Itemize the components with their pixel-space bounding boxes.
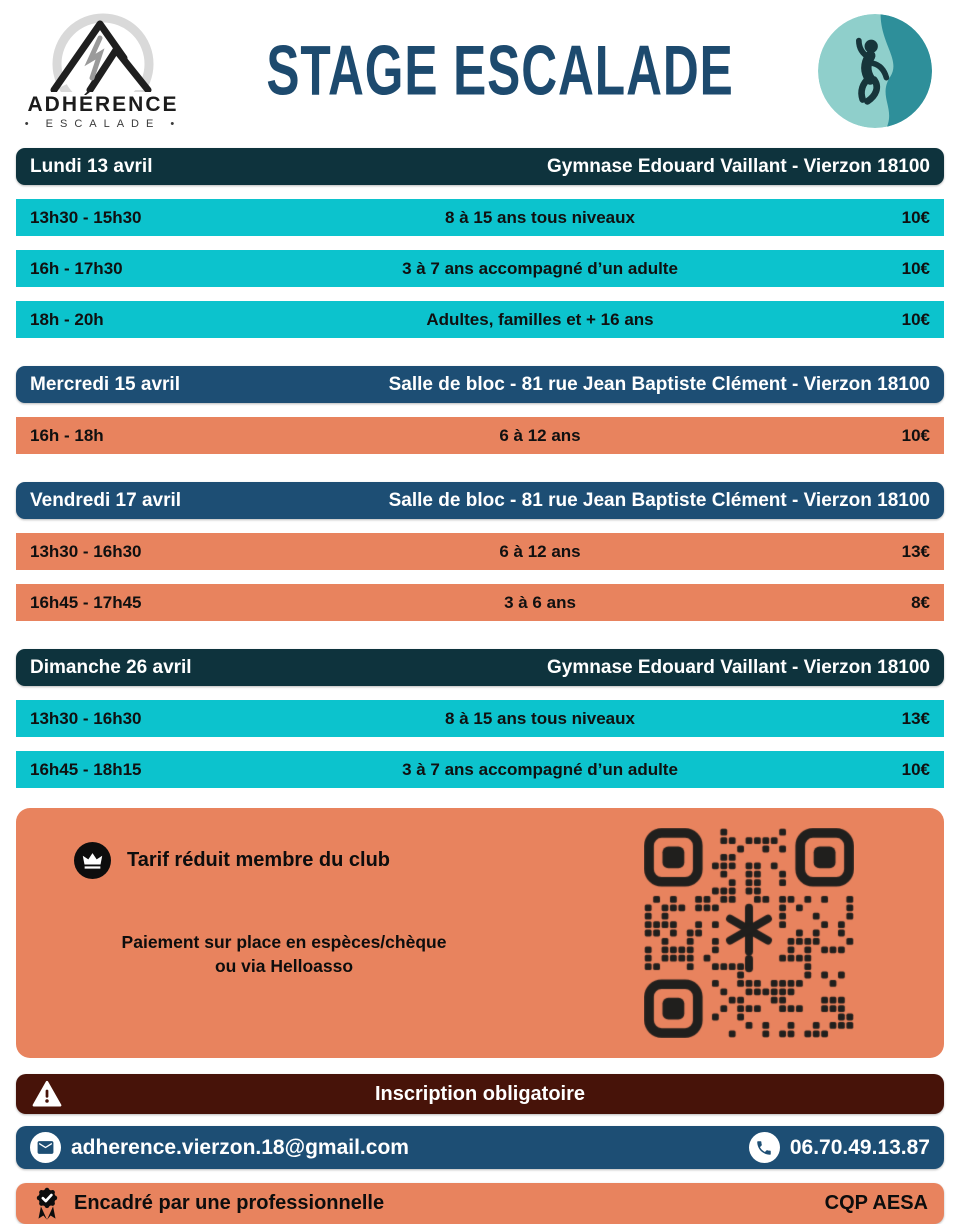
crown-icon xyxy=(74,842,111,879)
professional-line xyxy=(32,1187,384,1221)
envelope-icon xyxy=(30,1132,61,1163)
member-discount-line xyxy=(74,842,644,879)
section-date: Dimanche 26 avril xyxy=(30,656,192,678)
qr-zone xyxy=(644,808,944,1058)
row-time: 16h - 17h30 xyxy=(30,258,123,278)
section-dimanche xyxy=(16,649,944,788)
row-price: 8€ xyxy=(911,592,930,612)
schedule-row xyxy=(16,700,944,737)
section-mercredi xyxy=(16,366,944,454)
phone-number: 06.70.49.13.87 xyxy=(789,1135,930,1159)
email-contact[interactable] xyxy=(30,1132,409,1163)
payment-note: Paiement sur place en espèces/chèque ou via Helloasso xyxy=(121,932,447,976)
professional-label: Encadré par une professionnelle xyxy=(74,1192,385,1214)
section-date: Mercredi 15 avril xyxy=(30,373,180,395)
row-description: 3 à 7 ans accompagné d’un adulte xyxy=(402,258,678,278)
row-time: 16h45 - 17h45 xyxy=(30,592,142,612)
schedule-row xyxy=(16,533,944,570)
row-time: 13h30 - 16h30 xyxy=(30,708,142,728)
schedule-row xyxy=(16,199,944,236)
row-time: 16h - 18h xyxy=(30,425,104,445)
section-location: Salle de bloc - 81 rue Jean Baptiste Clément - Vierzon 18100 xyxy=(388,373,930,395)
phone-icon xyxy=(749,1132,780,1163)
svg-text:ADHÉRENCE: ADHÉRENCE xyxy=(27,92,179,116)
section-location: Salle de bloc - 81 rue Jean Baptiste Clément - Vierzon 18100 xyxy=(388,489,930,511)
row-description: 3 à 6 ans xyxy=(504,592,576,612)
row-description: 6 à 12 ans xyxy=(499,541,581,561)
schedule-row xyxy=(16,417,944,454)
row-description: 8 à 15 ans tous niveaux xyxy=(445,708,635,728)
schedule xyxy=(0,148,960,1224)
row-time: 13h30 - 15h30 xyxy=(30,207,142,227)
section-date: Lundi 13 avril xyxy=(30,155,153,177)
header xyxy=(0,0,960,142)
info-panel-text xyxy=(16,808,644,1058)
svg-text:• ESCALADE •: • ESCALADE • xyxy=(24,117,182,130)
section-header xyxy=(16,482,944,519)
row-description: 6 à 12 ans xyxy=(499,425,581,445)
info-panel xyxy=(16,808,944,1058)
schedule-row xyxy=(16,301,944,338)
member-discount-label: Tarif réduit membre du club xyxy=(127,849,390,871)
schedule-row xyxy=(16,584,944,621)
certification-label: CQP AESA xyxy=(824,1192,928,1214)
section-vendredi xyxy=(16,482,944,621)
registration-banner xyxy=(16,1074,944,1114)
section-header xyxy=(16,148,944,185)
page-title: STAGE ESCALADE xyxy=(266,32,734,110)
qr-code-icon xyxy=(644,828,854,1038)
section-date: Vendredi 17 avril xyxy=(30,489,182,511)
row-description: Adultes, familles et + 16 ans xyxy=(426,309,654,329)
schedule-row xyxy=(16,751,944,788)
row-description: 3 à 7 ans accompagné d’un adulte xyxy=(402,759,678,779)
section-location: Gymnase Edouard Vaillant - Vierzon 18100 xyxy=(547,155,930,177)
club-logo xyxy=(24,8,182,135)
registration-label: Inscription obligatoire xyxy=(374,1082,585,1105)
section-lundi xyxy=(16,148,944,338)
row-price: 10€ xyxy=(901,258,930,278)
row-description: 8 à 15 ans tous niveaux xyxy=(445,207,635,227)
row-time: 13h30 - 16h30 xyxy=(30,541,142,561)
row-price: 10€ xyxy=(901,759,930,779)
climber-badge-icon xyxy=(818,14,932,128)
email-address: adherence.vierzon.18@gmail.com xyxy=(71,1135,409,1159)
row-price: 13€ xyxy=(901,708,930,728)
section-location: Gymnase Edouard Vaillant - Vierzon 18100 xyxy=(547,656,930,678)
row-price: 10€ xyxy=(901,309,930,329)
section-header xyxy=(16,366,944,403)
contact-banner xyxy=(16,1126,944,1169)
section-header xyxy=(16,649,944,686)
professional-banner xyxy=(16,1183,944,1224)
warning-icon xyxy=(32,1079,62,1109)
medal-icon xyxy=(32,1187,62,1221)
row-price: 13€ xyxy=(901,541,930,561)
row-time: 18h - 20h xyxy=(30,309,104,329)
row-price: 10€ xyxy=(901,207,930,227)
schedule-row xyxy=(16,250,944,287)
mountain-logo-icon xyxy=(24,8,182,130)
row-time: 16h45 - 18h15 xyxy=(30,759,142,779)
phone-contact[interactable] xyxy=(749,1132,930,1163)
row-price: 10€ xyxy=(901,425,930,445)
